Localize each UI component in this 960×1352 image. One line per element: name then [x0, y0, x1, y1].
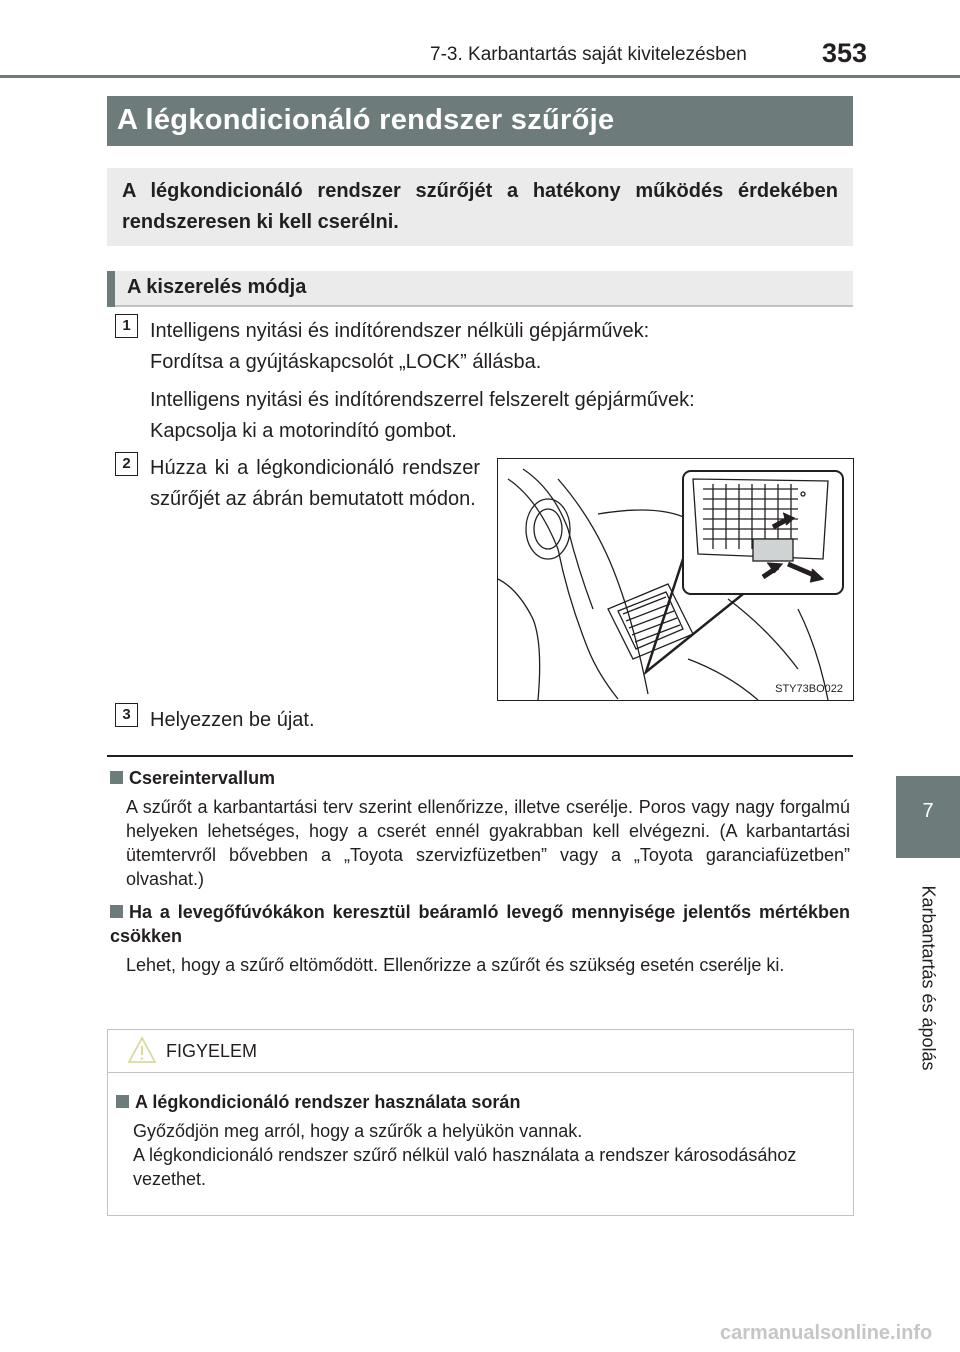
- section-divider: [107, 755, 853, 757]
- square-bullet-icon: [110, 905, 123, 918]
- step-1-line: Intelligens nyitási és indítórendszer nélküli gépjárművek:: [150, 320, 650, 342]
- square-bullet-icon: [110, 771, 123, 784]
- caution-line: A légkondicionáló rendszer szűrő nélkül való használata a rendszer károsodásához vezethet.: [133, 1145, 797, 1189]
- note-2-heading: [110, 900, 850, 948]
- page-number: 353: [822, 38, 868, 68]
- square-bullet-icon: [116, 1095, 129, 1108]
- chapter-tab: [896, 776, 960, 858]
- caution-label: FIGYELEM: [166, 1041, 258, 1061]
- step-2-text: Húzza ki a légkondicionáló rendszer szűrőjét az ábrán bemutatott módon.: [150, 457, 480, 510]
- warning-triangle-icon: [127, 1036, 157, 1064]
- caution-box: [107, 1029, 854, 1216]
- step-3-text: Helyezzen be újat.: [150, 709, 315, 731]
- caution-line: Győződjön meg arról, hogy a szűrők a helyükön vannak.: [133, 1121, 583, 1141]
- figure-caption: STY73BO022: [775, 683, 843, 695]
- filter-removal-illustration: [497, 458, 854, 701]
- caution-heading: [116, 1090, 520, 1114]
- subheading-text: A kiszerelés módja: [127, 276, 307, 298]
- step-1-line: Intelligens nyitási és indítórendszerrel felszerelt gépjárművek:: [150, 389, 695, 411]
- running-header-section-title: 7-3. Karbantartás saját kivitelezésben: [430, 44, 747, 65]
- note-1-heading-text: Csereintervallum: [129, 768, 276, 788]
- caution-heading-text: A légkondicionáló rendszer használata során: [135, 1092, 521, 1112]
- chapter-number: 7: [922, 800, 934, 822]
- step-number-1: 1: [115, 314, 138, 338]
- caution-header: [108, 1030, 853, 1073]
- step-1-line: Fordítsa a gyújtáskapcsolót „LOCK” állásba.: [150, 351, 542, 373]
- note-1-body: A szűrőt a karbantartási terv szerint ellenőrizze, illetve cserélje. Poros vagy nagy forgalmú helyeken lehetséges, hogy a cserét ennél gyakrabban kell elvégezni. (A karbantartási ütemtervről bővebben a „Toyota szervizfüzetben” vagy a „Toyota garanciafüzetben” olvashat.): [126, 797, 850, 889]
- page-title-bar: [107, 96, 853, 146]
- intro-box: [107, 168, 853, 246]
- intro-text: A légkondicionáló rendszer szűrőjét a hatékony működés érdekében rendszeresen ki kell cserélni.: [122, 180, 838, 233]
- note-1-heading: [110, 766, 275, 790]
- chapter-label-column: [896, 858, 960, 1098]
- subheading-marker: [107, 271, 115, 307]
- header-rule: [0, 75, 960, 78]
- step-1-text: [150, 316, 840, 447]
- caution-body: [133, 1119, 833, 1191]
- step-number-3: 3: [115, 703, 138, 727]
- step-number-2: 2: [115, 452, 138, 476]
- chapter-label: Karbantartás és ápolás: [918, 885, 939, 1071]
- note-2-heading-text: Ha a levegőfúvókákon keresztül beáramló levegő mennyisége jelentős mértékben csökken: [110, 902, 850, 946]
- step-1-line: Kapcsolja ki a motorindító gombot.: [150, 420, 457, 442]
- page-title: A légkondicionáló rendszer szűrője: [117, 104, 615, 136]
- note-2-body: Lehet, hogy a szűrő eltömődött. Ellenőrizze a szűrőt és szükség esetén cserélje ki.: [126, 955, 785, 975]
- watermark: carmanualsonline.info: [720, 1322, 933, 1344]
- glove-box-filter-icon: [498, 459, 853, 700]
- subheading-bar: [107, 271, 853, 307]
